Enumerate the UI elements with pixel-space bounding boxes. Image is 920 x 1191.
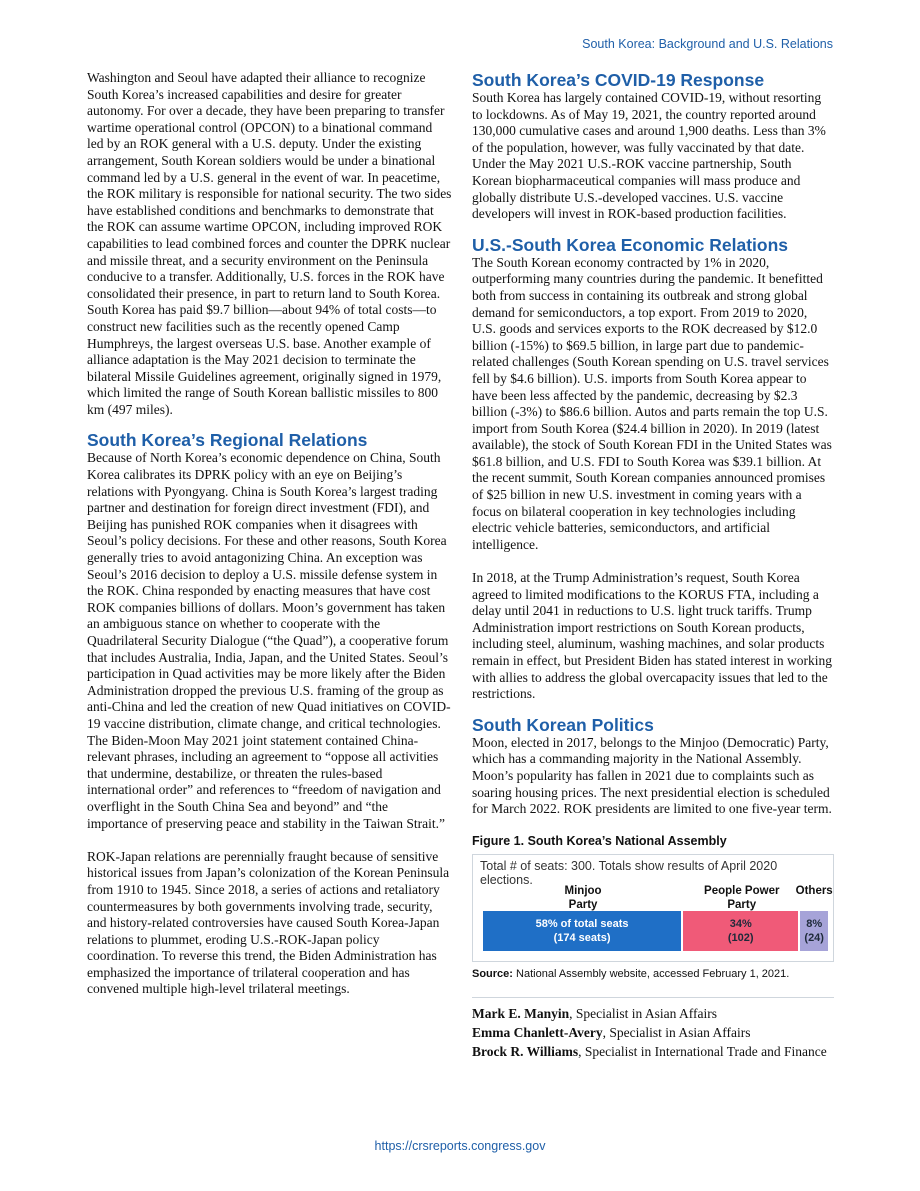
bar-label-3-line-2: (24): [804, 931, 824, 944]
footer-url[interactable]: https://crsreports.congress.gov: [374, 1139, 546, 1153]
author-name: Brock R. Williams: [472, 1043, 579, 1059]
party-name-2: [683, 884, 800, 912]
author-name: Emma Chanlett-Avery: [472, 1024, 603, 1040]
paragraph-china: Because of North Korea’s economic dependence on China, South Korea calibrates its DPRK policy with an eye on Beijing’s relations with Pyongyang. China is South Korea’s largest trading partner and destination for foreign direct investment (FDI), and Beijing has punished ROK companies when it disagrees with Seoul’s policy decisions. For these and other reasons, South Korea generally tries to avoid antagonizing China. An exception was Seoul’s 2016 decision to deploy a U.S. missile defense system in the ROK. China responded by enacting measures that have cost ROK companies billions of dollars. Moon’s government has taken an ambiguous stance on whether to cooperate with the Quadrilateral Security Dialogue (“the Quad”), a cooperative forum that includes Australia, India, Japan, and the United States. Seoul’s participation in Quad activities may be more likely after the Biden Administration dropped the previous U.S. framing of the group as anti-China and led the creation of new Quad initiatives on COVID-19 vaccine distribution, climate change, and critical technologies. The Biden-Moon May 2021 joint statement contained China-relevant phrases, including an agreement to “oppose all activities that undermine, destabilize, or threaten the rules-based international order” and references to “freedom of navigation and overflight in the South China Sea and beyond” and “the importance of preserving peace and stability in the Taiwan Strait.”: [87, 450, 451, 831]
paragraph-covid: South Korea has largely contained COVID-19, without resorting to lockdowns. As of May 19, 2021, the country reported around 130,000 cumulative cases and around 1,900 deaths. Less than 3% of the population, however, was fully vaccinated by that date. Under the May 2021 U.S.-ROK vaccine partnership, South Korean biopharmaceutical companies will mass produce and globally distribute U.S.-developed vaccines. U.S. vaccine developers will invest in ROK-based production facilities.: [472, 90, 826, 222]
source-label: Source:: [472, 967, 513, 980]
author-role: , Specialist in Asian Affairs: [602, 1024, 751, 1040]
figure-source: [472, 968, 834, 980]
paragraph-korus: In 2018, at the Trump Administration’s request, South Korea agreed to limited modifications to the KORUS FTA, including a delay until 2041 in reductions to U.S. light truck tariffs. Trump Administration import restrictions on South Korean products, including steel, aluminum, washing machines, and solar products remain in effect, but President Biden has stated interest in working with allies to address the global overcapacity issues that led to the restrictions.: [472, 570, 833, 702]
bar-label-3-line-1: 8%: [806, 917, 823, 930]
author-role: , Specialist in International Trade and Finance: [578, 1043, 827, 1059]
paragraph-japan: ROK-Japan relations are perennially fraught because of sensitive historical issues from Japan’s colonization of the Korean Peninsula from 1910 to 1945. Since 2018, a series of actions and retaliatory countermeasures by both governments involving trade, security, and history-related controversies have caused South Korea-Japan relations to plummet, eroding U.S.-ROK-Japan policy coordination. To reverse this trend, the Biden Administration has emphasized the importance of trilateral cooperation and has convened multiple high-level trilateral meetings.: [87, 848, 450, 997]
party-name-3: [784, 884, 844, 898]
heading-covid: South Korea’s COVID-19 Response: [472, 70, 765, 90]
author-line: [472, 1023, 834, 1042]
author-list: [472, 997, 834, 1061]
bar-segment-2: [683, 911, 798, 951]
party-name-3-line-1: Others: [795, 884, 833, 897]
bar-label-1-line-1: 58% of total seats: [535, 917, 629, 930]
figure-title: Figure 1. South Korea’s National Assembly: [472, 833, 727, 848]
author-line: [472, 1042, 834, 1061]
paragraph-alliance: Washington and Seoul have adapted their alliance to recognize South Korea’s increased capabilities and desire for greater autonomy. For over a decade, they have been preparing to transfer wartime operational control (OPCON) to a binational command led by an ROK general with a U.S. deputy. Under the existing arrangement, South Korean soldiers would be under a binational command led by a U.S. general in the event of war. In peacetime, the ROK military is responsible for national security. The two sides have established conditions and benchmarks to demonstrate that the ROK can assume wartime OPCON, including improved ROK capabilities to lead combined forces and counter the DPRK nuclear and missile threat, and a security environment on the Peninsula conducive to a transfer. Additionally, U.S. forces in the ROK have consolidated their presence, in part to return land to South Korea. South Korea has paid $9.7 billion—about 94% of total costs—to construct new facilities such as the recently opened Camp Humphreys, the largest overseas U.S. base. Another example of alliance adaptation is the May 2021 decision to terminate the bilateral Missile Guidelines agreement, originally signed in 1979, which limited the range of South Korean ballistic missiles to 800 km (497 miles).: [87, 70, 452, 417]
heading-economic-relations: U.S.-South Korea Economic Relations: [472, 234, 789, 255]
author-name: Mark E. Manyin: [472, 1005, 570, 1021]
source-text: National Assembly website, accessed February 1, 2021.: [512, 967, 790, 980]
bar-segment-3: [800, 911, 828, 951]
bar-segment-1: [483, 911, 681, 951]
heading-politics: South Korean Politics: [472, 714, 654, 735]
party-name-2-line-1: People Power: [704, 884, 780, 897]
bar-label-2-line-1: 34%: [729, 917, 752, 930]
bar-label-2-line-2: (102): [727, 931, 754, 944]
party-name-2-line-2: Party: [727, 898, 757, 911]
bar-label-1-line-2: (174 seats): [553, 931, 611, 944]
paragraph-economy: The South Korean economy contracted by 1% in 2020, outperforming many countries during the pandemic. It benefitted both from success in containing its outbreak and strong global demand for semiconductors, a top export. From 2019 to 2020, U.S. goods and services exports to the ROK decreased by $12.0 billion (-15%) to $69.5 billion, in large part due to pandemic-related challenges (South Korean spending on U.S. travel services fell by $4.6 billion). U.S. imports from South Korea appear to have been less affected by the pandemic, decreasing by $2.3 billion (-3%) to $86.6 billion. Autos and parts remain the top U.S. import from South Korea ($24.4 billion in 2020). In 2019 (latest available), the stock of South Korean FDI in the United States was $61.8 billion, and U.S. FDI to South Korea was $39.1 billion. At the recent summit, South Korean companies announced promises of $25 billion in new U.S. investment in coming years with a focus on bilateral cooperation in key technologies including electric vehicle batteries, semiconductors, and artificial intelligence.: [472, 254, 832, 552]
chart-note: Total # of seats: 300. Totals show results of April 2020 elections.: [480, 858, 778, 887]
right-column: [472, 70, 834, 1061]
author-line: [472, 1004, 834, 1023]
assembly-chart: [472, 854, 834, 962]
paragraph-politics: Moon, elected in 2017, belongs to the Minjoo (Democratic) Party, which has a commanding majority in the National Assembly. Moon’s popularity has fallen in 2021 due to complaints such as soaring housing prices. The next presidential election is scheduled for March 2022. ROK presidents are limited to one five-year term.: [472, 734, 832, 817]
running-header: South Korea: Background and U.S. Relations: [582, 37, 833, 51]
party-name-1: [483, 884, 683, 912]
party-name-1-line-2: Party: [568, 898, 598, 911]
left-column: [87, 70, 452, 998]
heading-regional-relations: South Korea’s Regional Relations: [87, 430, 368, 451]
party-name-1-line-1: Minjoo: [564, 884, 602, 897]
author-role: , Specialist in Asian Affairs: [569, 1005, 718, 1021]
